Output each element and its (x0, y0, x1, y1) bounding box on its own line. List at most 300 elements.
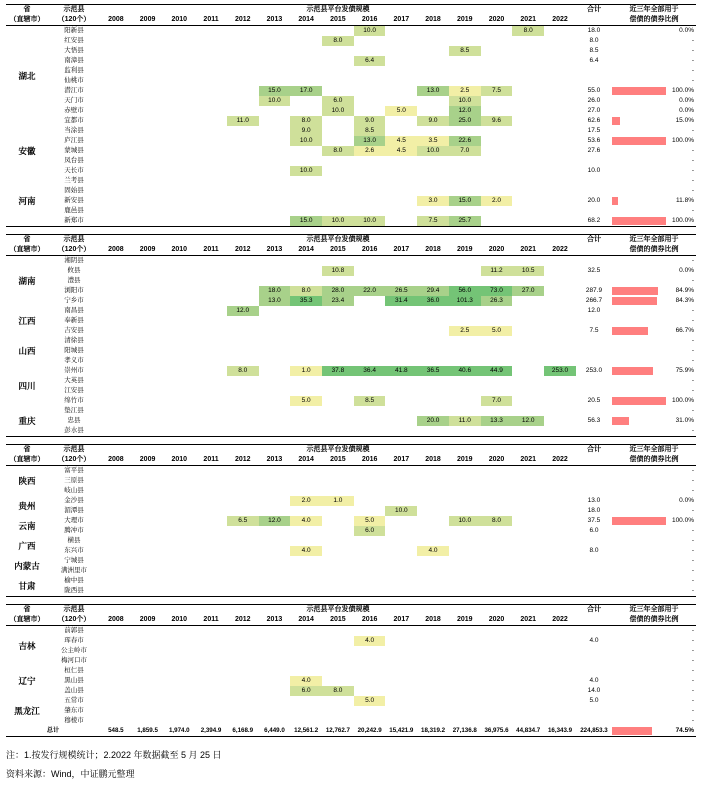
note-2: 资料来源：Wind，中证鹏元整理 (6, 769, 135, 779)
header-year: 2009 (139, 16, 156, 23)
value-cell: 13.3 (481, 416, 513, 426)
value-cell: 10.0 (354, 26, 386, 37)
total-cell: 37.5 (587, 517, 601, 524)
value-cell (259, 66, 291, 76)
ratio-label: 100.0% (671, 87, 694, 94)
header-year: 2017 (393, 456, 410, 463)
value-cell: 8.0 (322, 146, 354, 156)
value-cell (100, 166, 132, 176)
total-cell (576, 66, 612, 76)
value-cell (544, 66, 576, 76)
value-cell (259, 676, 291, 686)
value-cell (512, 66, 544, 76)
value-cell (449, 546, 481, 556)
total-cell (576, 666, 612, 676)
value-cell (195, 186, 227, 196)
value-cell (290, 426, 322, 436)
value-cell (481, 706, 513, 716)
value-cell (100, 156, 132, 166)
value-cell (449, 496, 481, 506)
value-cell: 11.0 (449, 416, 481, 426)
value-cell: 6.0 (322, 96, 354, 106)
value-cell (544, 186, 576, 196)
total-cell: 4.0 (589, 637, 599, 644)
ratio-cell (612, 586, 696, 596)
value-cell (385, 126, 417, 136)
value-cell (385, 166, 417, 176)
value-cell (449, 646, 481, 656)
value-cell (132, 216, 164, 226)
value-cell (227, 476, 259, 486)
value-cell (544, 56, 576, 66)
value-cell (385, 36, 417, 46)
value-cell (512, 426, 544, 436)
value-cell (163, 306, 195, 316)
total-cell (576, 706, 612, 716)
value-cell (385, 356, 417, 366)
table-row (6, 426, 696, 436)
county-cell: 珲春市 (64, 637, 84, 644)
total-cell: 27.6 (587, 147, 601, 154)
county-cell: 肇东市 (64, 707, 84, 714)
grand-total-value: 44,834.7 (516, 727, 541, 734)
value-cell: 22.0 (354, 286, 386, 296)
value-cell (195, 686, 227, 696)
value-cell (449, 156, 481, 166)
header-year: 2022 (552, 616, 568, 623)
ratio-cell (612, 146, 696, 156)
value-cell (163, 66, 195, 76)
total-cell: 27.0 (587, 107, 601, 114)
value-cell (100, 676, 132, 686)
ratio-cell (612, 106, 696, 116)
header-year: 2022 (552, 246, 568, 253)
table-row (6, 116, 696, 126)
header-ratio-line2: 偿债的债券比例 (629, 456, 679, 463)
value-cell (385, 466, 417, 477)
value-cell (132, 56, 164, 66)
value-cell (481, 276, 513, 286)
value-cell (512, 646, 544, 656)
value-cell: 6.4 (354, 56, 386, 66)
value-cell (481, 256, 513, 267)
value-cell (259, 36, 291, 46)
value-cell (385, 116, 417, 126)
value-cell (290, 96, 322, 106)
value-cell (512, 476, 544, 486)
ratio-label: - (691, 547, 694, 554)
value-cell: 4.5 (385, 136, 417, 146)
table-row (6, 196, 696, 206)
header-year: 2008 (108, 616, 124, 623)
value-cell (227, 156, 259, 166)
county-cell: 陇西县 (64, 587, 84, 594)
grand-total-value: 12,762.7 (325, 727, 350, 734)
header-year: 2017 (393, 616, 410, 623)
value-cell (449, 126, 481, 136)
value-cell (100, 286, 132, 296)
header-span-title: 示范县平台发债规模 (306, 6, 370, 13)
value-cell (449, 166, 481, 176)
value-cell (100, 416, 132, 426)
table-header-row-1 (6, 445, 696, 456)
value-cell (512, 696, 544, 706)
value-cell (195, 106, 227, 116)
value-cell (354, 576, 386, 586)
header-year: 2015 (330, 456, 346, 463)
value-cell (227, 166, 259, 176)
value-cell (290, 506, 322, 516)
table-row (6, 36, 696, 46)
data-table (6, 4, 696, 226)
value-cell (132, 576, 164, 586)
value-cell (132, 526, 164, 536)
value-cell (227, 376, 259, 386)
value-cell (417, 476, 449, 486)
value-cell (385, 56, 417, 66)
value-cell (227, 106, 259, 116)
value-cell: 6.5 (227, 516, 259, 526)
value-cell (100, 176, 132, 186)
value-cell (259, 126, 291, 136)
county-cell: 绵竹市 (64, 397, 84, 404)
header-year: 2016 (361, 456, 378, 463)
value-cell (227, 586, 259, 596)
county-cell: 穆棱市 (64, 717, 84, 724)
ratio-cell (612, 576, 696, 586)
value-cell: 10.0 (385, 506, 417, 516)
table-row (6, 346, 696, 356)
value-cell (544, 426, 576, 436)
province-cell: 甘肃 (18, 581, 36, 591)
value-cell (449, 526, 481, 536)
value-cell (195, 626, 227, 637)
header-year: 2009 (139, 456, 156, 463)
value-cell (385, 476, 417, 486)
value-cell (512, 346, 544, 356)
value-cell (449, 386, 481, 396)
header-province: 省 (23, 236, 31, 243)
value-cell (481, 686, 513, 696)
value-cell (100, 106, 132, 116)
value-cell: 10.0 (449, 96, 481, 106)
value-cell (481, 486, 513, 496)
value-cell (481, 466, 513, 477)
value-cell (449, 26, 481, 37)
value-cell (100, 396, 132, 406)
value-cell (163, 476, 195, 486)
value-cell (100, 486, 132, 496)
county-cell: 崇州市 (64, 367, 84, 374)
value-cell (132, 516, 164, 526)
value-cell (290, 146, 322, 156)
value-cell (259, 716, 291, 726)
value-cell (132, 46, 164, 56)
value-cell (481, 546, 513, 556)
county-cell: 桓仁县 (64, 667, 84, 674)
table-row (6, 546, 696, 556)
value-cell (163, 216, 195, 226)
ratio-label: 0.0% (679, 107, 694, 114)
header-county-sub: （120个） (57, 456, 91, 463)
value-cell: 10.0 (449, 516, 481, 526)
value-cell (481, 206, 513, 216)
ratio-cell (612, 666, 696, 676)
grand-total-value: 1,974.0 (168, 727, 190, 734)
value-cell (322, 196, 354, 206)
value-cell (449, 306, 481, 316)
value-cell: 5.0 (354, 516, 386, 526)
value-cell (132, 486, 164, 496)
value-cell (544, 266, 576, 276)
table-row (6, 646, 696, 656)
value-cell (132, 586, 164, 596)
ratio-cell (612, 306, 696, 316)
value-cell (544, 586, 576, 596)
value-cell (354, 346, 386, 356)
value-cell (227, 496, 259, 506)
value-cell (512, 146, 544, 156)
value-cell (195, 146, 227, 156)
value-cell (290, 176, 322, 186)
value-cell (132, 196, 164, 206)
value-cell (227, 26, 259, 37)
value-cell (100, 56, 132, 66)
value-cell (290, 556, 322, 566)
value-cell (481, 576, 513, 586)
total-cell: 8.0 (589, 547, 599, 554)
ratio-cell (612, 286, 696, 296)
value-cell: 8.0 (322, 36, 354, 46)
ratio-label: - (691, 147, 694, 154)
total-cell: 14.0 (587, 687, 601, 694)
value-cell (259, 186, 291, 196)
value-cell (132, 116, 164, 126)
value-cell (385, 536, 417, 546)
value-cell (512, 116, 544, 126)
value-cell (163, 506, 195, 516)
value-cell (195, 506, 227, 516)
value-cell (449, 66, 481, 76)
value-cell (385, 376, 417, 386)
value-cell (132, 26, 164, 37)
ratio-cell (612, 536, 696, 546)
value-cell (132, 296, 164, 306)
header-year: 2019 (456, 456, 473, 463)
value-cell (322, 186, 354, 196)
ratio-cell (612, 196, 696, 206)
value-cell (481, 136, 513, 146)
value-cell (544, 46, 576, 56)
province-cell: 内蒙古 (14, 561, 40, 571)
value-cell (163, 46, 195, 56)
value-cell (163, 666, 195, 676)
ratio-cell (612, 696, 696, 706)
value-cell (544, 566, 576, 576)
county-cell: 攸县 (67, 267, 81, 274)
value-cell (259, 686, 291, 696)
value-cell (100, 716, 132, 726)
county-cell: 潜江市 (64, 87, 84, 94)
value-cell (512, 546, 544, 556)
value-cell (195, 256, 227, 267)
header-ratio-line1: 近三年全部用于 (629, 236, 679, 243)
header-year: 2021 (520, 16, 536, 23)
value-cell (417, 106, 449, 116)
value-cell (195, 276, 227, 286)
value-cell (544, 356, 576, 366)
value-cell (227, 136, 259, 146)
value-cell (354, 86, 386, 96)
value-cell (481, 306, 513, 316)
value-cell (132, 506, 164, 516)
ratio-label: - (691, 587, 694, 594)
value-cell (481, 356, 513, 366)
province-cell: 四川 (18, 381, 36, 391)
value-cell (544, 706, 576, 716)
value-cell: 4.0 (290, 546, 322, 556)
value-cell (195, 26, 227, 37)
value-cell (227, 356, 259, 366)
value-cell (385, 426, 417, 436)
province-cell: 江西 (18, 316, 36, 326)
ratio-label: - (691, 37, 694, 44)
value-cell (417, 186, 449, 196)
value-cell (354, 36, 386, 46)
value-cell (100, 406, 132, 416)
value-cell (195, 476, 227, 486)
table-header-row-1 (6, 235, 696, 246)
table-row (6, 566, 696, 576)
value-cell: 12.0 (227, 306, 259, 316)
value-cell (132, 536, 164, 546)
value-cell (100, 506, 132, 516)
value-cell (417, 156, 449, 166)
value-cell (385, 216, 417, 226)
table-row (6, 136, 696, 146)
value-cell: 10.0 (417, 146, 449, 156)
value-cell (227, 216, 259, 226)
grand-total-value: 20,242.9 (357, 727, 382, 734)
value-cell (227, 176, 259, 186)
total-cell: 20.5 (587, 397, 601, 404)
county-cell: 天门市 (64, 97, 84, 104)
value-cell (481, 126, 513, 136)
value-cell (195, 306, 227, 316)
value-cell: 31.4 (385, 296, 417, 306)
county-cell: 固始县 (64, 187, 84, 194)
ratio-label: - (691, 167, 694, 174)
value-cell (322, 276, 354, 286)
table-row (6, 486, 696, 496)
ratio-label: - (691, 307, 694, 314)
table-row (6, 166, 696, 176)
value-cell (163, 376, 195, 386)
value-cell (195, 326, 227, 336)
value-cell (100, 196, 132, 206)
value-cell (290, 46, 322, 56)
table-row (6, 46, 696, 56)
value-cell (385, 346, 417, 356)
value-cell (227, 286, 259, 296)
value-cell (481, 316, 513, 326)
value-cell (100, 516, 132, 526)
province-cell: 黑龙江 (14, 706, 40, 716)
value-cell (290, 716, 322, 726)
header-total-sub (576, 245, 612, 256)
header-county: 示范县 (63, 236, 85, 243)
value-cell (385, 696, 417, 706)
county-cell: 赤壁市 (64, 107, 84, 114)
value-cell (449, 666, 481, 676)
value-cell (227, 716, 259, 726)
value-cell (290, 416, 322, 426)
value-cell (544, 316, 576, 326)
value-cell (481, 106, 513, 116)
value-cell (290, 206, 322, 216)
header-year: 2014 (298, 456, 314, 463)
ratio-cell (612, 426, 696, 436)
value-cell (163, 116, 195, 126)
ratio-cell (612, 346, 696, 356)
value-cell (449, 206, 481, 216)
value-cell (290, 566, 322, 576)
value-cell (512, 86, 544, 96)
value-cell (322, 666, 354, 676)
value-cell: 1.0 (290, 366, 322, 376)
value-cell: 10.0 (290, 166, 322, 176)
value-cell (132, 176, 164, 186)
value-cell (385, 196, 417, 206)
table-header-row-1 (6, 605, 696, 616)
value-cell (354, 376, 386, 386)
ratio-label: 84.3% (675, 297, 694, 304)
value-cell (544, 126, 576, 136)
ratio-cell (612, 366, 696, 376)
value-cell (354, 76, 386, 86)
value-cell (163, 486, 195, 496)
total-cell: 253.0 (585, 367, 603, 374)
value-cell (132, 656, 164, 666)
value-cell: 13.0 (259, 296, 291, 306)
county-cell: 大英县 (64, 377, 84, 384)
value-cell: 73.0 (481, 286, 513, 296)
value-cell (227, 296, 259, 306)
value-cell (354, 476, 386, 486)
value-cell (290, 346, 322, 356)
value-cell (132, 336, 164, 346)
value-cell (544, 346, 576, 356)
value-cell (227, 676, 259, 686)
value-cell (259, 546, 291, 556)
header-ratio-line1: 近三年全部用于 (629, 6, 679, 13)
county-cell: 阳城县 (64, 347, 84, 354)
header-span-title: 示范县平台发债规模 (306, 236, 370, 243)
value-cell (132, 426, 164, 436)
ratio-cell (612, 56, 696, 66)
value-cell (259, 116, 291, 126)
value-cell (132, 66, 164, 76)
ratio-label: - (691, 207, 694, 214)
value-cell (195, 576, 227, 586)
ratio-cell (612, 466, 696, 477)
value-cell (290, 276, 322, 286)
value-cell (195, 366, 227, 376)
value-cell (259, 316, 291, 326)
value-cell (163, 136, 195, 146)
value-cell (290, 466, 322, 477)
value-cell (544, 556, 576, 566)
